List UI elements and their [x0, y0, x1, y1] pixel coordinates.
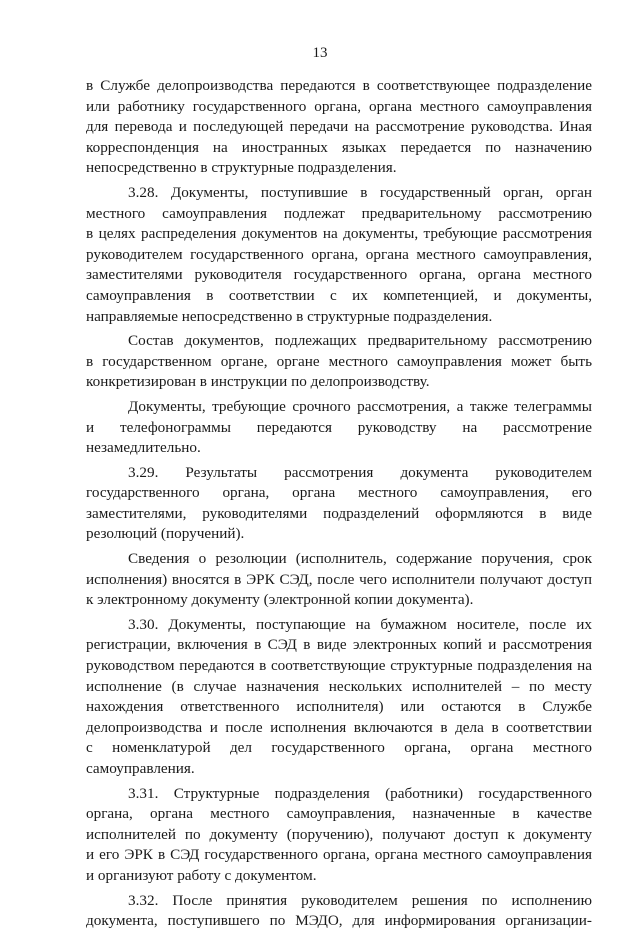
- text-line: заместителями руководителя государственного органа, органа местного: [86, 266, 592, 284]
- text-line: исполнение (в случае назначения нескольких исполнителей – по месту: [86, 677, 592, 695]
- document-body: [86, 76, 592, 932]
- paragraph: [86, 183, 592, 327]
- text-line: в государственном органе, органе местного самоуправления может быть: [86, 352, 592, 370]
- text-line: непосредственно в структурные подразделения.: [86, 159, 397, 177]
- text-line: или работнику государственного органа, органа местного самоуправления: [86, 97, 592, 115]
- text-line: 3.28. Документы, поступившие в государственный орган, орган: [128, 183, 592, 201]
- text-line: 3.31. Структурные подразделения (работники) государственного: [128, 784, 592, 802]
- text-line: корреспонденция на иностранных языках передается по назначению: [86, 138, 592, 156]
- paragraph: [86, 549, 592, 611]
- text-line: самоуправления.: [86, 760, 195, 777]
- paragraph: [86, 463, 592, 545]
- paragraph: [86, 615, 592, 780]
- text-line: в целях распределения документов на документы, требующие рассмотрения: [86, 225, 592, 243]
- text-line: направляемые непосредственно в структурные подразделения.: [86, 307, 493, 325]
- text-line: 3.29. Результаты рассмотрения документа руководителем: [128, 463, 592, 481]
- text-line: Документы, требующие срочного рассмотрения, а также телеграммы: [128, 397, 592, 415]
- text-line: и телефонограммы передаются руководству на рассмотрение: [86, 418, 592, 436]
- text-line: конкретизирован в инструкции по делопроизводству.: [86, 373, 430, 391]
- text-line: Состав документов, подлежащих предварительному рассмотрению: [128, 332, 592, 350]
- text-line: к электронному документу (электронной копии документа).: [86, 591, 474, 609]
- text-line: нахождения ответственного исполнителя) или остаются в Службе: [86, 698, 592, 716]
- paragraph: [86, 331, 592, 393]
- paragraph: [86, 891, 592, 932]
- page-number: 13: [312, 45, 328, 61]
- text-line: заместителями, руководителями подразделений оформляются в виде: [86, 504, 592, 522]
- text-line: самоуправления в соответствии с их компетенцией, и документы,: [86, 286, 592, 304]
- text-line: регистрации, включения в СЭД в виде электронных копий и рассмотрения: [86, 636, 592, 654]
- text-line: незамедлительно.: [86, 439, 201, 457]
- text-line: руководителем государственного органа, органа местного самоуправления,: [86, 245, 592, 263]
- text-line: резолюций (поручений).: [86, 525, 245, 543]
- text-line: руководством передаются в соответствующие структурные подразделения на: [86, 657, 592, 675]
- text-line: исполнения) вносятся в ЭРК СЭД, после чего исполнители получают доступ: [86, 570, 592, 588]
- text-line: 3.32. После принятия руководителем решения по исполнению: [128, 891, 592, 909]
- paragraph: [86, 397, 592, 459]
- text-line: в Службе делопроизводства передаются в соответствующее подразделение: [86, 77, 592, 94]
- text-line: Сведения о резолюции (исполнитель, содержание поручения, срок: [128, 550, 592, 568]
- text-line: местного самоуправления подлежат предварительному рассмотрению: [86, 204, 592, 222]
- text-line: органа, органа местного самоуправления, назначенные в качестве: [86, 805, 592, 823]
- text-line: с номенклатурой дел государственного органа, органа местного: [86, 739, 592, 757]
- text-line: 3.30. Документы, поступающие на бумажном носителе, после их: [128, 615, 592, 633]
- text-line: государственного органа, органа местного самоуправления, его: [86, 484, 592, 502]
- text-line: делопроизводства и после исполнения включаются в дела в соответствии: [86, 718, 592, 736]
- paragraph: [86, 76, 592, 179]
- text-line: и его ЭРК в СЭД государственного органа, органа местного самоуправления: [86, 846, 592, 864]
- text-line: исполнителей по документу (поручению), получают доступ к документу: [86, 825, 592, 843]
- paragraph: [86, 784, 592, 887]
- text-line: для перевода и последующей передачи на рассмотрение руководства. Иная: [86, 118, 592, 136]
- text-line: документа, поступившего по МЭДО, для информирования организации-: [86, 912, 592, 930]
- text-line: и организуют работу с документом.: [86, 866, 317, 884]
